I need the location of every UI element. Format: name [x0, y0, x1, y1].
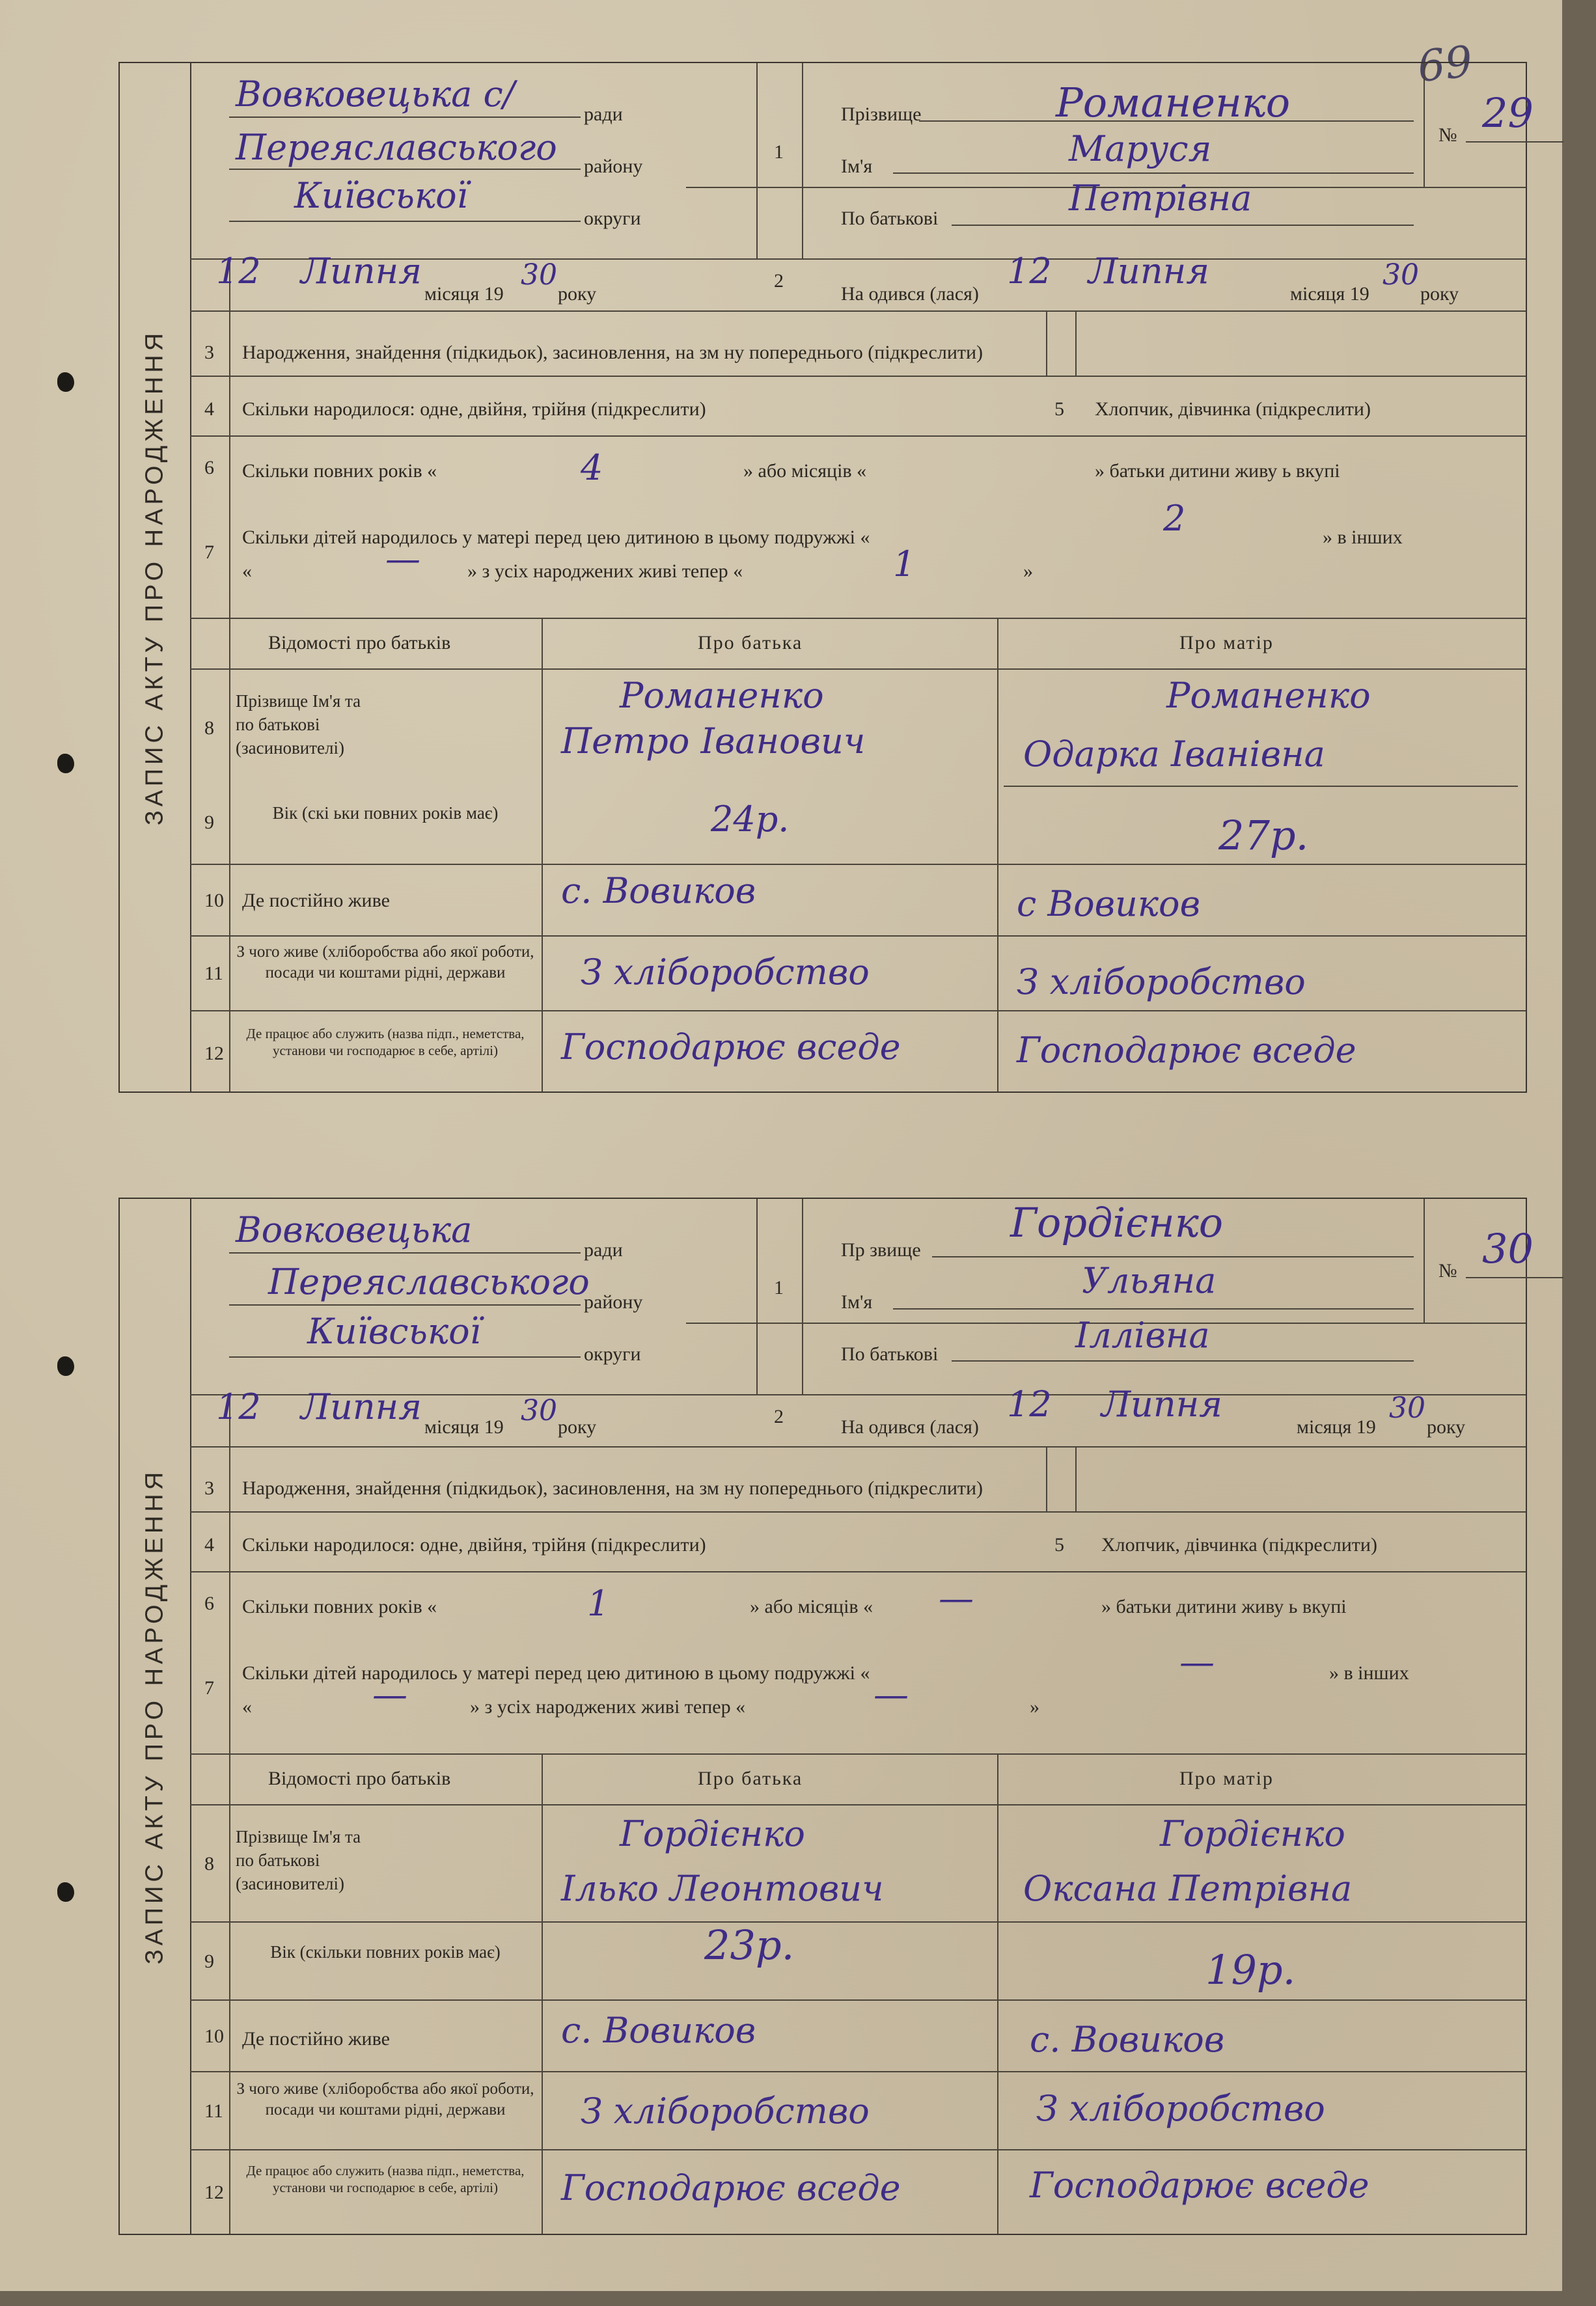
born-day: 12: [1007, 251, 1052, 292]
born-label: На одився (лася): [841, 1416, 979, 1438]
father-age: 24р.: [711, 799, 790, 840]
record-date-month: Липня: [301, 1386, 422, 1427]
row7-label-a: Скільки дітей народилось у матері перед цею дитиною в цьому подружжі «: [242, 527, 870, 548]
father-living: З хліборобство: [581, 2091, 870, 2132]
parents-header: Відомості про батьків: [268, 632, 451, 653]
row7-label-b: » в інших: [1323, 527, 1403, 548]
row9-label: Вік (скі ьки повних років має): [272, 803, 499, 823]
row4-text: Скільки народилося: одне, двійня, трійня (підкреслити): [242, 398, 706, 420]
record-year: 30: [521, 258, 557, 292]
row7-label-a: Скільки дітей народилось у матері перед цею дитиною в цьому подружжі «: [242, 1662, 870, 1684]
born-month: Липня: [1101, 1384, 1222, 1425]
patronymic-label: По батькові: [841, 208, 939, 229]
row6-months: —: [939, 1578, 974, 1619]
name-label: Ім'я: [841, 156, 873, 177]
row6-years: 1: [587, 1583, 610, 1624]
record-date-day: 12: [216, 1386, 261, 1427]
row6-label-b: » або місяців «: [743, 460, 867, 482]
punch-hole: [57, 754, 74, 773]
child-surname: Романенко: [1056, 79, 1291, 126]
mother-living: З хліборобство: [1017, 961, 1306, 1002]
row7-children-here: 2: [1163, 498, 1186, 539]
okruha-value: Київської: [307, 1311, 481, 1352]
row12-label: Де працює або служить (назва підп., неметства, установи чи господарює в себе, артілі): [246, 2163, 525, 2195]
row6-label-c: » батьки дитини живу ь вкупі: [1101, 1596, 1347, 1617]
record-side-title: ЗАПИС АКТУ ПРО НАРОДЖЕННЯ: [120, 1199, 191, 2234]
row7-children-alive: —: [874, 1674, 909, 1715]
mother-residence: с. Вовиков: [1030, 2019, 1225, 2060]
misyatsya-label: місяця 19: [1297, 1416, 1376, 1438]
born-label: На одився (лася): [841, 283, 979, 305]
surname-label: Пр звище: [841, 1239, 921, 1261]
surname-label: Прізвище: [841, 103, 922, 125]
row11-label: З чого живе (хліборобства або якої роботи, посади чи коштами рідні, держави: [236, 2080, 534, 2119]
row10-label: Де постійно живе: [242, 890, 390, 911]
row4-text: Скільки народилося: одне, двійня, трійня (підкреслити): [242, 1534, 706, 1556]
raion-label: району: [584, 156, 643, 177]
child-patronymic: Іллівна: [1075, 1315, 1210, 1356]
mother-name: Одарка Іванівна: [1023, 734, 1325, 775]
row12-label: Де працює або служить (назва підп., неметства, установи чи господарює в себе, артілі): [246, 1026, 525, 1058]
birth-record-29: ЗАПИС АКТУ ПРО НАРОДЖЕННЯ Вовковецька с/ ради Переяславського району Київської округи 12 Липня місяця 19 30 року 1 Прізвище Романенко Ім'я Маруся По батькові Петрівна № 29 2 На одився (лася) 12 Липня місяця 19 30 року 3 Народження, знайдення (підкидьок), засиновлення, на зм ну попереднього (підкреслити) 4 Скільки народилося: одне, двійня, трійня (підкреслити) 5 Хлопчик, дівчинка (підкреслити) 6 Скільки повних років « 4 » або місяців « » батьки дитини живу ь вкупі 7 Скільки дітей народилось у матері перед цею дитиною в цьому подружжі « 2 » в інших « — » з усіх народжених живі тепер « 1 » Відомості про батьків Про батька Про матір 8 Прізвище Ім'я та по батькові (засиновителі) Романенко Петро Іванович Романенко Одарка Іванівна 9 Вік (скі ьки повних років має) 24р. 27р. 10 Де постійно живе с. Вовиков с Вовиков 11 З чого живе (хліборобства або якої роботи, посади чи коштами рідні, держави З хліборобство З хліборобство 12 Де працює або служить (назва підп., неметства, установи чи господарює в себе, артілі) Господарює вседе Господарює вседе: [118, 62, 1527, 1093]
raion-value: Переяславського: [268, 1261, 590, 1302]
father-work: Господарює вседе: [561, 1026, 901, 1067]
misyatsya-label: місяця 19: [1290, 283, 1369, 305]
row7-label-b: » в інших: [1329, 1662, 1409, 1684]
father-residence: с. Вовиков: [561, 2010, 756, 2051]
row6-label-a: Скільки повних років «: [242, 1596, 437, 1617]
row11-label: З чого живе (хліборобства або якої роботи, посади чи коштами рідні, держави: [236, 943, 534, 981]
father-surname: Гордієнко: [620, 1813, 805, 1854]
father-name: Ілько Леонтович: [561, 1868, 884, 1909]
born-month: Липня: [1088, 251, 1209, 292]
mother-name: Оксана Петрівна: [1023, 1868, 1353, 1909]
rada-value: Вовковецька: [236, 1209, 473, 1250]
row7-children-other: —: [385, 538, 420, 579]
mother-work: Господарює вседе: [1030, 2165, 1369, 2206]
mother-surname: Романенко: [1166, 675, 1371, 716]
child-name: Маруся: [1069, 128, 1212, 169]
record-number: 30: [1482, 1225, 1534, 1272]
born-year: 30: [1383, 258, 1419, 292]
record-number: 29: [1482, 89, 1534, 137]
mother-surname: Гордієнко: [1160, 1813, 1345, 1854]
record-date-month: Липня: [301, 251, 422, 292]
mother-living: З хліборобство: [1036, 2088, 1325, 2129]
child-patronymic: Петрівна: [1069, 178, 1252, 219]
father-work: Господарює вседе: [561, 2167, 901, 2208]
mother-header: Про матір: [1179, 1768, 1274, 1789]
mother-header: Про матір: [1179, 632, 1274, 653]
row7-children-other: —: [372, 1674, 407, 1715]
row5-text: Хлопчик, дівчинка (підкреслити): [1101, 1534, 1377, 1556]
mother-age: 19р.: [1205, 1946, 1296, 1994]
row8-label: Прізвище Ім'я та по батькові (засиновителі): [236, 1827, 361, 1893]
roku-label: року: [558, 1416, 597, 1438]
born-year: 30: [1389, 1392, 1425, 1425]
row8-label: Прізвище Ім'я та по батькові (засиновителі): [236, 691, 361, 758]
record-side-title: ЗАПИС АКТУ ПРО НАРОДЖЕННЯ: [120, 63, 191, 1091]
row7-label-d: » з усіх народжених живі тепер «: [467, 560, 743, 582]
row6-label-c: » батьки дитини живу ь вкупі: [1095, 460, 1340, 482]
row3-text: Народження, знайдення (підкидьок), засиновлення, на зм ну попереднього (підкреслити): [242, 1477, 984, 1499]
row3-text: Народження, знайдення (підкидьок), засиновлення, на зм ну попереднього (підкреслити): [242, 342, 984, 363]
mother-work: Господарює вседе: [1017, 1030, 1356, 1071]
father-name: Петро Іванович: [561, 721, 866, 762]
parents-header: Відомості про батьків: [268, 1768, 451, 1789]
row5-text: Хлопчик, дівчинка (підкреслити): [1095, 398, 1371, 420]
child-surname: Гордієнко: [1010, 1199, 1224, 1246]
father-age: 23р.: [704, 1921, 795, 1969]
roku-label: року: [1420, 283, 1459, 305]
birth-record-30: ЗАПИС АКТУ ПРО НАРОДЖЕННЯ Вовковецька ради Переяславського району Київської округи 12 Липня місяця 19 30 року 1 Пр звище Гордієнко Ім'я Ульяна По батькові Іллівна № 30 2 На одився (лася) 12 Липня місяця 19 30 року 3 Народження, знайдення (підкидьок), засиновлення, на зм ну попереднього (підкреслити) 4 Скільки народилося: одне, двійня, трійня (підкреслити) 5 Хлопчик, дівчинка (підкреслити) 6 Скільки повних років « 1 » або місяців « — » батьки дитини живу ь вкупі 7 Скільки дітей народилось у матері перед цею дитиною в цьому подружжі « — » в інших « — » з усіх народжених живі тепер « — » Відомості про батьків Про батька Про матір 8 Прізвище Ім'я та по батькові (засиновителі) Гордієнко Ілько Леонтович Гордієнко Оксана Петрівна 9 Вік (скільки повних років має) 23р. 19р. 10 Де постійно живе с. Вовиков с. Вовиков 11 З чого живе (хліборобства або якої роботи, посади чи коштами рідні, держави З хліборобство З хліборобство 12 Де працює або служить (назва підп., неметства, установи чи господарює в себе, артілі) Господарює вседе Господарює вседе: [118, 1198, 1527, 2235]
born-day: 12: [1007, 1384, 1052, 1425]
misyatsya-label: місяця 19: [424, 283, 504, 305]
no-label: №: [1438, 124, 1457, 146]
raion-label: району: [584, 1291, 643, 1313]
record-date-day: 12: [216, 251, 261, 292]
rada-label: ради: [584, 103, 623, 125]
mother-age: 27р.: [1218, 812, 1309, 859]
roku-label: року: [1427, 1416, 1466, 1438]
roku-label: року: [558, 283, 597, 305]
row7-children-here: —: [1179, 1641, 1215, 1682]
father-header: Про батька: [698, 632, 803, 653]
patronymic-label: По батькові: [841, 1343, 939, 1365]
father-residence: с. Вовиков: [561, 870, 756, 911]
okruha-label: округи: [584, 1343, 641, 1365]
row10-label: Де постійно живе: [242, 2028, 390, 2050]
punch-hole: [57, 372, 74, 392]
misyatsya-label: місяця 19: [424, 1416, 504, 1438]
rada-label: ради: [584, 1239, 623, 1261]
name-label: Ім'я: [841, 1291, 873, 1313]
row6-label-b: » або місяців «: [750, 1596, 874, 1617]
row6-label-a: Скільки повних років «: [242, 460, 437, 482]
mother-residence: с Вовиков: [1017, 883, 1200, 924]
record-year: 30: [521, 1394, 557, 1427]
row6-years: 4: [581, 447, 603, 488]
punch-hole: [57, 1882, 74, 1902]
no-label: №: [1438, 1260, 1457, 1282]
row7-label-d: » з усіх народжених живі тепер «: [470, 1696, 746, 1718]
okruha-label: округи: [584, 208, 641, 229]
rada-value: Вовковецька с/: [236, 74, 515, 115]
page-number: 69: [1415, 36, 1475, 92]
father-living: З хліборобство: [581, 952, 870, 993]
okruha-value: Київської: [294, 175, 468, 216]
raion-value: Переяславського: [236, 127, 557, 168]
row9-label: Вік (скільки повних років має): [270, 1942, 501, 1962]
punch-hole: [57, 1356, 74, 1376]
father-surname: Романенко: [620, 675, 824, 716]
row7-children-alive: 1: [893, 543, 916, 584]
child-name: Ульяна: [1082, 1260, 1217, 1301]
father-header: Про батька: [698, 1768, 803, 1789]
